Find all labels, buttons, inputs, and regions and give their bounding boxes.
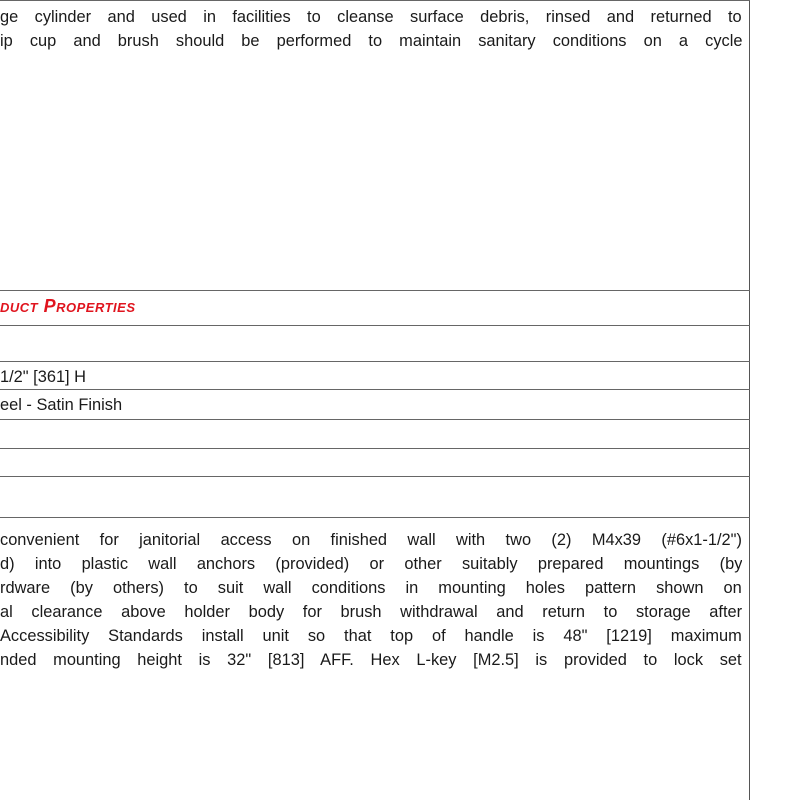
description-line: ip cup and brush should be performed to maintain sanitary conditions on a cycle xyxy=(0,32,742,50)
installation-line: d) into plastic wall anchors (provided) or other suitably prepared mountings (by xyxy=(0,555,742,573)
divider-row xyxy=(0,389,750,390)
divider-row xyxy=(0,419,750,420)
section-heading-product-properties: duct Properties xyxy=(0,296,136,316)
property-row-dimensions: 1/2" [361] H xyxy=(0,368,87,386)
installation-line: Accessibility Standards install unit so that top of handle is 48" [1219] maximum xyxy=(0,627,742,645)
property-row-material: eel - Satin Finish xyxy=(0,396,123,414)
description-line: ge cylinder and used in facilities to cleanse surface debris, rinsed and returned to xyxy=(0,8,742,26)
divider-properties-top xyxy=(0,290,750,291)
divider-row xyxy=(0,448,750,449)
description-text xyxy=(0,5,742,53)
installation-line: al clearance above holder body for brush withdrawal and return to storage after xyxy=(0,603,742,621)
divider-top xyxy=(0,0,750,1)
installation-text xyxy=(0,528,742,672)
divider-properties-heading xyxy=(0,325,750,326)
installation-line: rdware (by others) to suit wall conditions in mounting holes pattern shown on xyxy=(0,579,742,597)
divider-installation-top xyxy=(0,517,750,518)
divider-row xyxy=(0,361,750,362)
installation-line: convenient for janitorial access on finished wall with two (2) M4x39 (#6x1-1/2") xyxy=(0,531,742,549)
installation-line: nded mounting height is 32" [813] AFF. Hex L-key [M2.5] is provided to lock set xyxy=(0,651,742,669)
divider-row xyxy=(0,476,750,477)
